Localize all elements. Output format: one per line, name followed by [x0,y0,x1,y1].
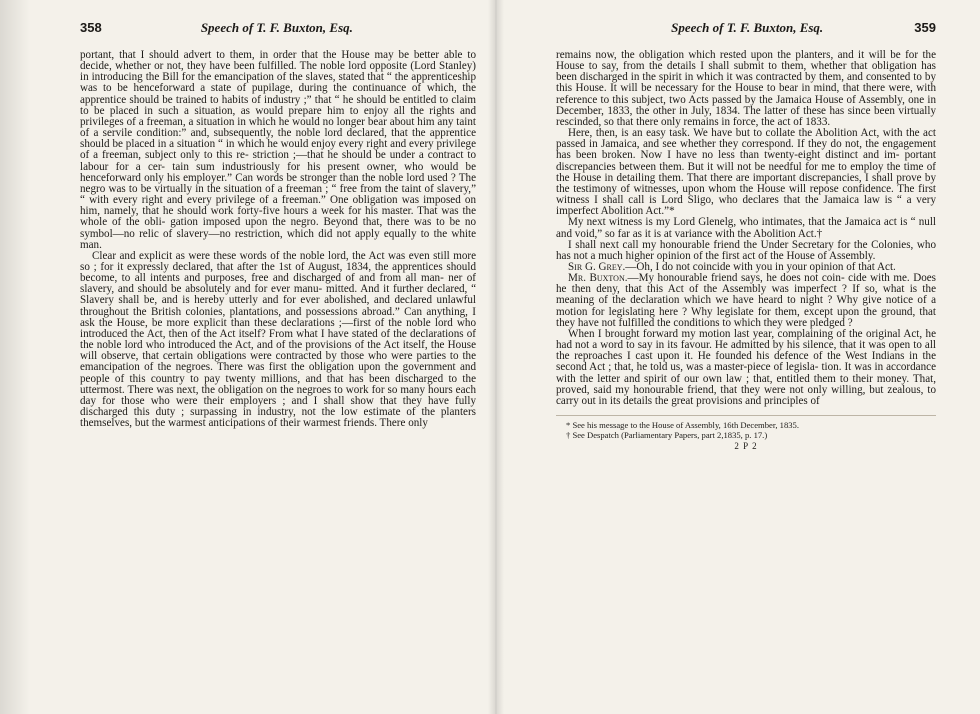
paragraph: portant, that I should advert to them, in order that the House may be better able to decide, whether or not, they have been fulfilled. The noble lord opposite (Lord Stanley) in introducing the Bill for the emancipation of the slaves, stated that “ the apprenticeship was to be henceforward a state of pupilage, during the continuance of which, the apprentice should be trained to habits of industry ;” that “ he should be entitled to claim to be placed in such a situation, as would prepare him to enjoy all the rights and privileges of a freeman, a situation in which he would no longer bear about him any taint of a servile condition:” and, subsequently, the noble lord declared, that the apprentice should be placed in a situation “ in which he would enjoy every right and every privilege of a freeman, subject only to this re- striction ;—that he should be under a contract to labour for a cer- tain sum industriously for his present owner, who would be henceforward only his employer.” Can words be stronger than the noble lord used ? The negro was to be virtually in the situation of a freeman ; “ free from the taint of slavery,” “ with every right and every privilege of a freeman.” One obligation was imposed on him, namely, that he should work forty-five hours a week for his master. That was the whole of the obli- gation imposed upon the negro. Beyond that, there was to be no symbol—no relic of slavery—no restriction, which did not apply equally to the white man. [80,49,476,251]
paragraph: remains now, the obligation which rested upon the planters, and it will be for the House to say, from the details I shall submit to them, whether that obligation has been discharged in the spirit in which it was contracted by them, and consented to by this House. It will be necessary for the House to bear in mind, that there were, with reference to this subject, two Acts passed by the Jamaica House of Assembly, one in December, 1833, the other in July, 1834. The latter of these has since been virtually rescinded, so that there only remains in force, the act of 1833. [556,49,936,128]
right-body-text [556,50,936,407]
page-number: 359 [914,20,936,35]
running-head: Speech of T. F. Buxton, Esq. [671,20,824,35]
paragraph: Clear and explicit as were these words of the noble lord, the Act was even still more so ; for it expressly declared, that after the 1st of August, 1834, the apprentices should become, to all intents and purposes, free and discharged of and from all man- ner of slavery, and should be absolutely and for ever manu- mitted. And it further declared, “ Slavery shall be, and is hereby utterly and for ever abolished, and declared unlawful throughout the British colonies, plantations, and possessions abroad.” Can anything, I ask the House, be more explicit than these declarations ;—first of the noble lord who introduced the Act, then of the Act itself? From what I have stated of the declarations of the noble lord who introduced the Act, and of the provisions of the Act itself, the House will observe, that certain obligations were contracted by those who were parties to the emancipation of the negroes. There was first the obligation upon the government and people of this country to pay twenty millions, and that has been discharged to the uttermost. There was next, the obligation on the negroes to work for so many hours each day for those who were their employers ; and I shall show that they have fully discharged this duty ; surpassing in industry, not the low estimate of the planters themselves, but the warmest anticipations of their warmest friends. There only [80,249,476,430]
paragraph: Here, then, is an easy task. We have but to collate the Abolition Act, with the act passed in Jamaica, and see whether they correspond. If they do not, the engagement has been broken. Now I have no less than twenty-eight distinct and im- portant discrepancies between them. But it will not be needful for me to employ the time of the House in detailing them. That there are important discrepancies, I shall prove by the testimony of witnesses, upon whom the House will repose confidence. The first witness I shall call is Lord Sligo, who declares that the Jamaica law is “ a very imperfect Abolition Act.”* [556,127,936,218]
speaker-name: Sir G. Grey. [568,260,626,273]
speaker-name: Mr. Buxton. [568,272,628,285]
right-page-header [556,20,936,36]
paragraph: When I brought forward my motion last year, complaining of the original Act, he had not a word to say in its favour. He admitted by his silence, that it was open to all the reproaches I cast upon it. He founded his defence of the West Indians in the second Act ; that, he told us, was a master-piece of legisla- tion. It was in accordance with the letter and spirit of our own law ; that, entitled them to their money. That, proved, said my honourable friend, that they were not only willing, but zealous, to carry out in its details the great provisions and principles of [556,327,936,407]
running-head: Speech of T. F. Buxton, Esq. [200,20,353,35]
page-number: 358 [80,20,102,35]
signature-mark: 2 P 2 [734,441,758,451]
speech-text: —Oh, I do not coincide with you in your opinion of that Act. [625,260,896,273]
footnote: † See Despatch (Parliamentary Papers, part 2,1835, p. 17.) [566,430,768,440]
footnotes [556,415,936,451]
speech-text: —My honourable friend says, he does not coin- cide with me. Does he then deny, that this Act of the Assembly was imperfect ? If so, what is the meaning of the declaration which we have heard to night ? Why give notice of a motion for legislating here ? Why legislate for them, except upon the ground, that they have not fulfilled the conditions to which they were pledged ? [556,272,936,329]
paragraph: I shall next call my honourable friend the Under Secretary for the Colonies, who has not a much higher opinion of the first act of the House of Assembly. [556,238,936,262]
left-page-header [80,20,476,36]
right-page [496,0,980,714]
paragraph: My next witness is my Lord Glenelg, who intimates, that the Jamaica act is “ null and void,” so far as it is at variance with the Abolition Act.† [556,216,936,240]
left-body-text [80,50,476,429]
paragraph [556,273,936,329]
footnote: * See his message to the House of Assembly, 16th December, 1835. [566,420,799,430]
